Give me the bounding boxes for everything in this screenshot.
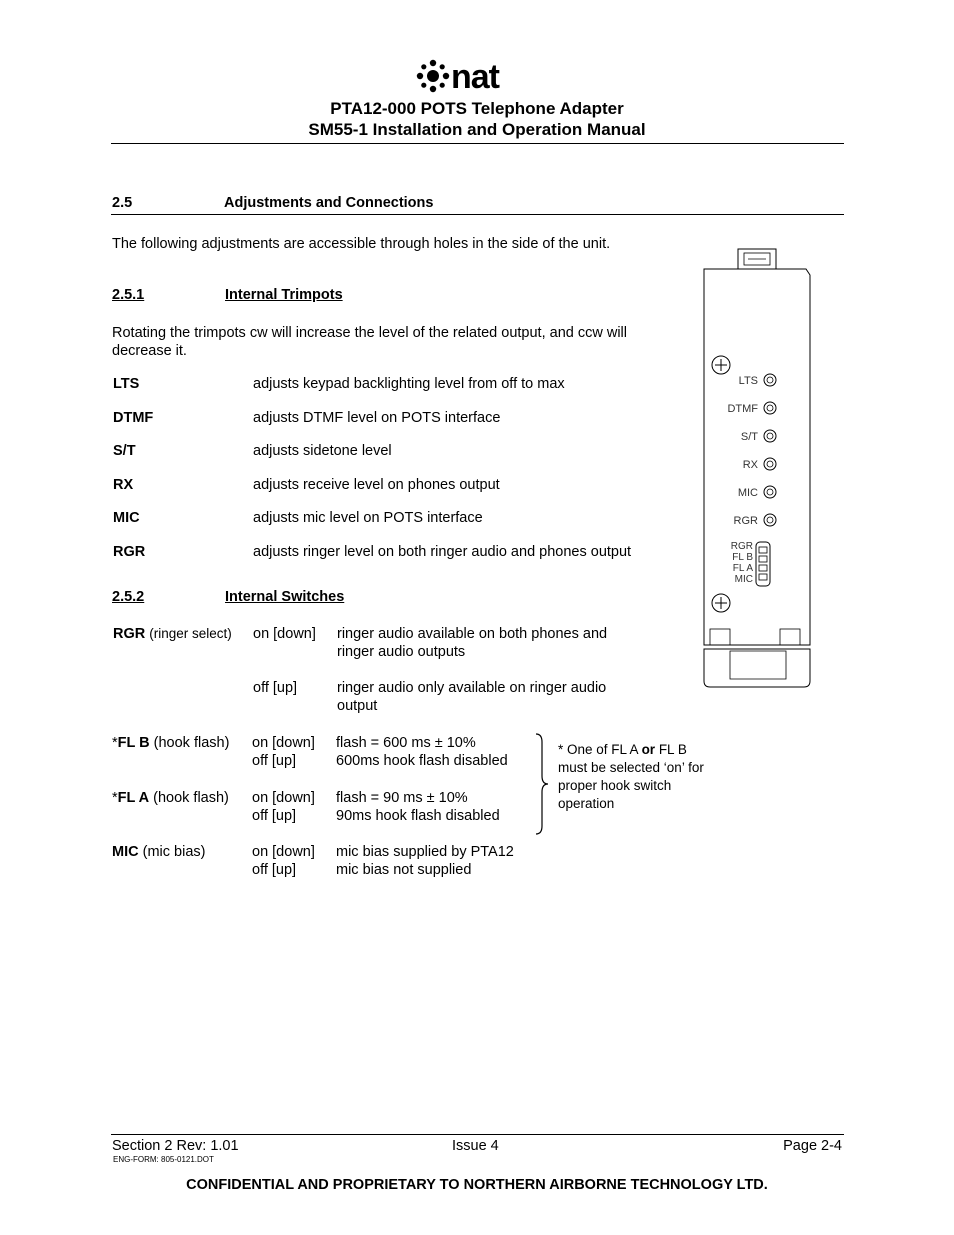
trimpot-diagram-label: RX	[742, 459, 758, 471]
asterisk: *	[112, 735, 118, 751]
trimpot-diagram-label: RGR	[733, 515, 758, 527]
trimpot-desc: adjusts keypad backlighting level from off to max	[253, 376, 565, 392]
hook-flash-note	[558, 741, 728, 813]
switch-off: off [up]	[252, 753, 297, 769]
note-line	[558, 741, 728, 759]
dip-switch-icon	[756, 542, 770, 586]
switch-diagram-label: FL A	[732, 563, 753, 574]
switch-label-group	[731, 541, 754, 585]
logo-text: nat	[451, 58, 499, 94]
switch-on-desc: flash = 90 ms ± 10%	[336, 790, 468, 806]
switch-off: off [up]	[252, 808, 297, 824]
trimpot-group	[727, 374, 776, 527]
switch-label: FL B	[117, 735, 150, 751]
trimpot-label: MIC	[113, 510, 140, 526]
switch-mic-name	[112, 843, 205, 861]
subsection-title: Internal Switches	[225, 589, 345, 605]
trimpot-label: RX	[113, 477, 134, 493]
switch-diagram-label: FL B	[732, 552, 753, 563]
switch-off: off [up]	[252, 862, 297, 878]
switch-on-desc: mic bias supplied by PTA12	[336, 844, 514, 860]
subsection-number: 2.5.1	[112, 287, 145, 303]
trimpot-icon	[727, 402, 776, 415]
section-number: 2.5	[112, 195, 133, 211]
trimpot-diagram-label: S/T	[740, 431, 758, 443]
note-line: operation	[558, 796, 615, 811]
switch-off-desc: output	[337, 698, 378, 714]
section-title: Adjustments and Connections	[224, 195, 434, 211]
trimpot-icon	[741, 430, 776, 443]
switch-off-desc: ringer audio only available on ringer audio	[337, 680, 607, 696]
switch-sub: (hook flash)	[153, 790, 229, 806]
note-text: * One of FL A	[558, 742, 642, 757]
switch-on: on [down]	[253, 626, 316, 642]
switch-diagram-label: MIC	[734, 574, 753, 585]
footer-section: Section 2 Rev: 1.01	[112, 1138, 239, 1154]
trimpot-label: S/T	[113, 443, 136, 459]
trimpot-desc: adjusts sidetone level	[253, 443, 392, 459]
trimpot-diagram-label: DTMF	[727, 403, 758, 415]
switch-off-desc: mic bias not supplied	[336, 862, 472, 878]
note-line: proper hook switch	[558, 778, 672, 793]
trimpot-desc: adjusts mic level on POTS interface	[253, 510, 483, 526]
switch-on: on [down]	[252, 844, 315, 860]
screw-icon	[712, 356, 730, 374]
switch-fla-name	[112, 789, 229, 807]
switch-rgr-name	[113, 625, 232, 643]
section-intro: The following adjustments are accessible through holes in the side of the unit.	[112, 236, 611, 252]
note-bold: or	[641, 742, 656, 757]
footer-rule	[111, 1134, 844, 1135]
switch-sub: (mic bias)	[142, 844, 206, 860]
switch-label: FL A	[117, 790, 150, 806]
footer-page: Page 2-4	[783, 1138, 842, 1154]
trimpot-icon	[734, 514, 776, 527]
section-rule	[111, 214, 844, 215]
note-text: FL B	[655, 742, 687, 757]
trimpot-icon	[739, 374, 776, 387]
trimpot-label: LTS	[113, 376, 140, 392]
header-rule	[111, 143, 844, 144]
footer-issue: Issue 4	[452, 1138, 499, 1154]
trimpot-diagram-label: MIC	[737, 487, 758, 499]
trimpot-label: DTMF	[113, 410, 154, 426]
switch-sub: (ringer select)	[149, 626, 232, 641]
switch-on-desc: ringer audio outputs	[337, 644, 466, 660]
trimpots-intro: Rotating the trimpots cw will increase the level of the related output, and ccw will decrease it.	[112, 325, 627, 359]
switch-diagram-label: RGR	[730, 541, 753, 552]
asterisk: *	[112, 790, 118, 806]
trimpot-desc: adjusts receive level on phones output	[253, 477, 500, 493]
switch-off-desc: 600ms hook flash disabled	[336, 753, 508, 769]
switch-on-desc: flash = 600 ms ± 10%	[336, 735, 476, 751]
trimpot-diagram-label: LTS	[738, 375, 758, 387]
switch-label: MIC	[112, 844, 139, 860]
switch-off-desc: 90ms hook flash disabled	[336, 808, 500, 824]
trimpot-desc: adjusts DTMF level on POTS interface	[253, 410, 501, 426]
footer-confidential: CONFIDENTIAL AND PROPRIETARY TO NORTHERN AIRBORNE TECHNOLOGY LTD.	[186, 1177, 768, 1193]
nat-logo	[415, 58, 543, 94]
trimpot-desc: adjusts ringer level on both ringer audio and phones output	[253, 544, 632, 560]
switch-sub: (hook flash)	[153, 735, 230, 751]
doc-title-line1: PTA12-000 POTS Telephone Adapter	[330, 99, 624, 118]
footer-form: ENG-FORM: 805-0121.DOT	[113, 1155, 214, 1164]
switch-on: on [down]	[252, 735, 315, 751]
doc-title-line2: SM55-1 Installation and Operation Manual	[308, 120, 646, 139]
switch-on-desc: ringer audio available on both phones and	[337, 626, 608, 642]
switch-off: off [up]	[253, 680, 298, 696]
unit-side-diagram	[700, 245, 814, 693]
screw-icon	[712, 594, 730, 612]
brace-icon	[530, 732, 550, 836]
trimpot-label: RGR	[113, 544, 146, 560]
trimpot-icon	[738, 486, 776, 499]
trimpot-icon	[743, 458, 776, 471]
note-line: must be selected ‘on’ for	[558, 760, 704, 775]
subsection-title: Internal Trimpots	[225, 287, 343, 303]
switch-label: RGR	[113, 626, 146, 642]
switch-on: on [down]	[252, 790, 315, 806]
subsection-number: 2.5.2	[112, 589, 145, 605]
logo-star-icon	[417, 60, 449, 92]
switch-flb-name	[112, 734, 229, 752]
